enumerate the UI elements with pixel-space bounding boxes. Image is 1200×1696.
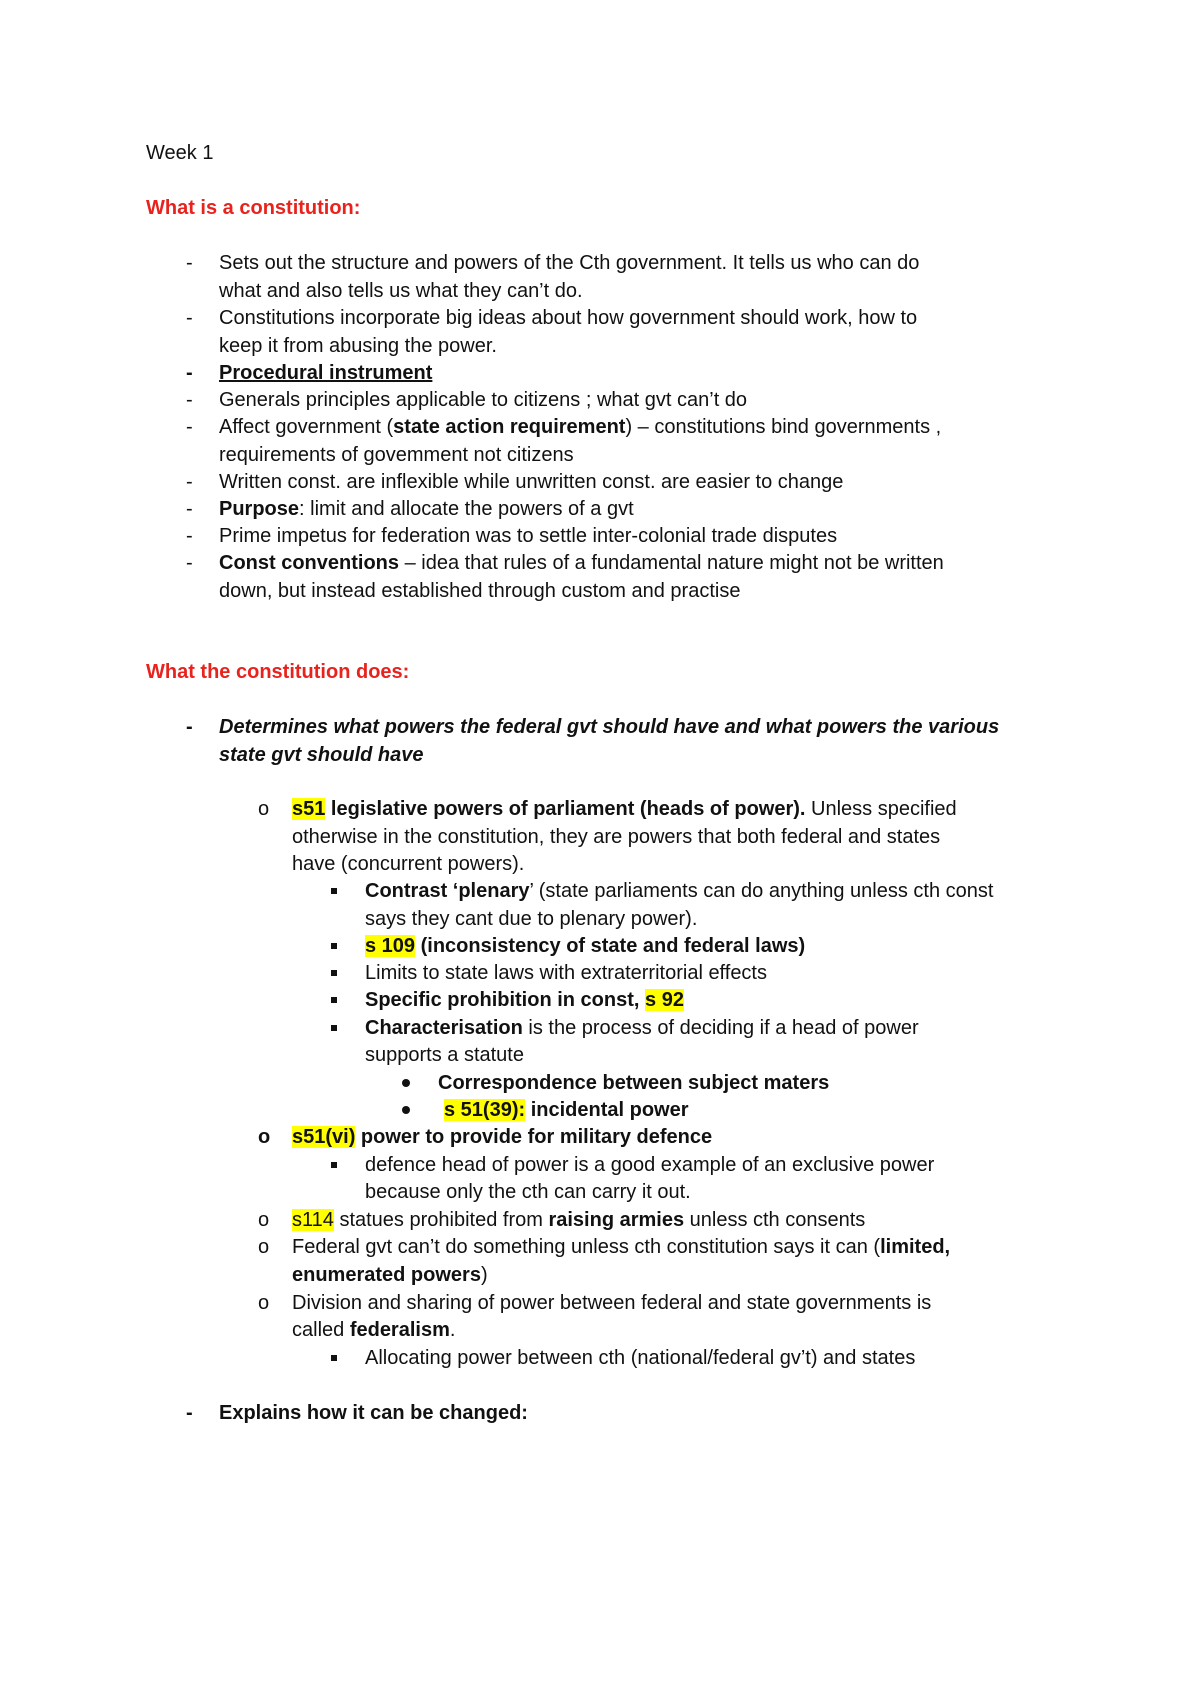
dash-marker: - <box>186 389 193 411</box>
dash-marker: - <box>186 416 193 438</box>
dash-marker: - <box>186 471 193 493</box>
bullet-text: state gvt should have <box>219 744 424 766</box>
sub-bullet-text: enumerated powers) <box>292 1264 488 1286</box>
bullet-text: Generals principles applicable to citizens ; what gvt can’t do <box>219 389 748 411</box>
bullet-text: Sets out the structure and powers of the Cth government. It tells us who can do <box>219 252 920 274</box>
dash-marker: - <box>186 307 193 329</box>
dash-marker: - <box>186 716 193 738</box>
bullet-text: Purpose: limit and allocate the powers of a gvt <box>219 498 634 520</box>
dash-marker: - <box>186 362 193 384</box>
square-bullet-icon <box>331 997 337 1003</box>
square-bullet-icon <box>331 1162 337 1168</box>
dot-bullet-icon <box>402 1079 410 1087</box>
bullet-text: requirements of govemment not citizens <box>219 444 574 466</box>
bullet-text: Procedural instrument <box>219 362 433 384</box>
sub-bullet-text: otherwise in the constitution, they are powers that both federal and states <box>292 826 941 848</box>
bullet-text: down, but instead established through custom and practise <box>219 580 741 602</box>
sub-bullet-text: Federal gvt can’t do something unless cth constitution says it can (limited, <box>292 1236 951 1258</box>
section-heading-what-constitution-does: What the constitution does: <box>146 661 410 683</box>
sub-sub-bullet-text: Allocating power between cth (national/federal gv’t) and states <box>365 1347 916 1369</box>
dash-marker: - <box>186 1402 193 1424</box>
sub-bullet-text: s51 legislative powers of parliament (heads of power). Unless specified <box>292 798 957 820</box>
dash-marker: - <box>186 252 193 274</box>
dash-marker: - <box>186 525 193 547</box>
square-bullet-icon <box>331 970 337 976</box>
level4-bullet-text: s 51(39): incidental power <box>444 1099 689 1121</box>
dot-bullet-icon <box>402 1106 410 1114</box>
circle-marker: o <box>258 1236 270 1258</box>
sub-sub-bullet-text: Characterisation is the process of deciding if a head of power <box>365 1017 919 1039</box>
sub-bullet-text: have (concurrent powers). <box>292 853 525 875</box>
sub-bullet-text: s51(vi) power to provide for military defence <box>292 1126 713 1148</box>
bullet-text: what and also tells us what they can’t do. <box>219 280 583 302</box>
dash-marker: - <box>186 552 193 574</box>
bullet-text: Affect government (state action requirement) – constitutions bind governments , <box>219 416 942 438</box>
sub-sub-bullet-text: because only the cth can carry it out. <box>365 1181 691 1203</box>
sub-bullet-text: s114 statues prohibited from raising armies unless cth consents <box>292 1209 866 1231</box>
bullet-text: Const conventions – idea that rules of a fundamental nature might not be written <box>219 552 944 574</box>
sub-sub-bullet-text: supports a statute <box>365 1044 524 1066</box>
level4-bullet-text: Correspondence between subject maters <box>438 1072 830 1094</box>
square-bullet-icon <box>331 1025 337 1031</box>
bullet-text: Determines what powers the federal gvt should have and what powers the various <box>219 716 1000 738</box>
square-bullet-icon <box>331 943 337 949</box>
bullet-text: Written const. are inflexible while unwritten const. are easier to change <box>219 471 844 493</box>
bullet-text: keep it from abusing the power. <box>219 335 497 357</box>
sub-sub-bullet-text: Contrast ‘plenary’ (state parliaments can do anything unless cth const <box>365 880 994 902</box>
sub-sub-bullet-text: Specific prohibition in const, s 92 <box>365 989 684 1011</box>
circle-marker: o <box>258 1126 271 1148</box>
square-bullet-icon <box>331 888 337 894</box>
sub-sub-bullet-text: defence head of power is a good example of an exclusive power <box>365 1154 935 1176</box>
dash-marker: - <box>186 498 193 520</box>
section-heading-what-is-constitution: What is a constitution: <box>146 197 361 219</box>
sub-sub-bullet-text: Limits to state laws with extraterritorial effects <box>365 962 767 984</box>
circle-marker: o <box>258 1292 270 1314</box>
circle-marker: o <box>258 798 270 820</box>
sub-sub-bullet-text: says they cant due to plenary power). <box>365 908 698 930</box>
circle-marker: o <box>258 1209 270 1231</box>
bullet-text: Constitutions incorporate big ideas about how government should work, how to <box>219 307 918 329</box>
sub-bullet-text: Division and sharing of power between federal and state governments is <box>292 1292 932 1314</box>
week-label: Week 1 <box>146 142 214 164</box>
bullet-text: Explains how it can be changed: <box>219 1402 528 1424</box>
bullet-text: Prime impetus for federation was to settle inter-colonial trade disputes <box>219 525 838 547</box>
sub-sub-bullet-text: s 109 (inconsistency of state and federal laws) <box>365 935 806 957</box>
square-bullet-icon <box>331 1355 337 1361</box>
sub-bullet-text: called federalism. <box>292 1319 456 1341</box>
